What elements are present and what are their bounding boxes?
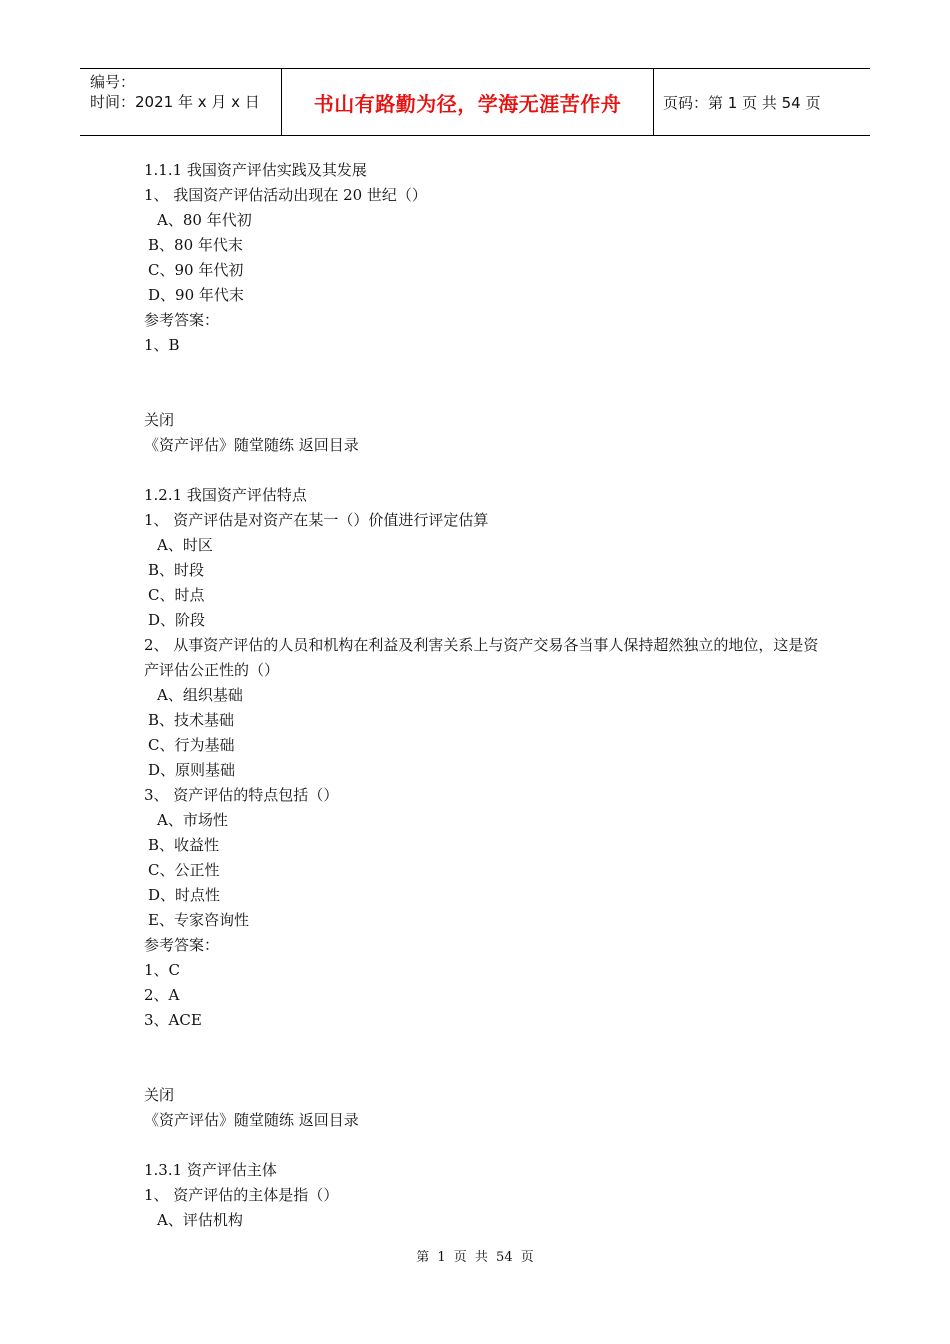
spacer [144,458,824,483]
question-text: 2、 从事资产评估的人员和机构在利益及利害关系上与资产交易各当事人保持超然独立的地位，这是资产评估公正性的（） [144,636,819,679]
answer-option: B、80 年代末 [148,236,243,254]
answer-option: C、公正性 [148,861,220,879]
answer-option: C、行为基础 [148,736,235,754]
motto: 书山有路勤为径，学海无涯苦作舟 [313,91,622,116]
answer-label: 参考答案： [144,311,220,329]
answer-option: B、时段 [148,561,205,579]
answer-option: C、时点 [148,586,205,604]
header-page-info-cell [654,69,870,135]
answer-option: D、阶段 [148,611,206,629]
spacer [144,383,824,408]
return-to-contents-link[interactable]: 《资产评估》随堂随练 返回目录 [144,1111,359,1129]
answer-option: B、收益性 [148,836,220,854]
spacer [144,1133,824,1158]
section-heading: 1.3.1 资产评估主体 [144,1161,277,1179]
header-motto-cell [281,69,654,135]
return-to-contents-link[interactable]: 《资产评估》随堂随练 返回目录 [144,436,359,454]
answer-option: A、市场性 [157,811,228,829]
close-link[interactable]: 关闭 [144,1086,175,1104]
section-heading: 1.1.1 我国资产评估实践及其发展 [144,161,367,179]
answer-key: 1、C [144,961,181,979]
answer-key: 3、ACE [144,1011,202,1029]
answer-option: D、时点性 [148,886,221,904]
answer-option: C、90 年代初 [148,261,244,279]
question-text: 1、 我国资产评估活动出现在 20 世纪（） [144,186,427,204]
header-meta [80,69,281,135]
page-footer: 第 1 页 共 54 页 [416,1250,534,1265]
page-header [80,68,870,136]
time-label: 时间：2021 年 x 月 x 日 [90,93,260,111]
answer-option: B、技术基础 [148,711,235,729]
answer-option: A、组织基础 [157,686,243,704]
answer-option: A、评估机构 [157,1211,243,1229]
answer-option: A、80 年代初 [157,211,252,229]
answer-option: D、原则基础 [148,761,236,779]
answer-option: D、90 年代末 [148,286,244,304]
answer-label: 参考答案： [144,936,220,954]
spacer [144,1033,824,1058]
answer-option: A、时区 [157,536,213,554]
close-link[interactable]: 关闭 [144,411,175,429]
question-text: 3、 资产评估的特点包括（） [144,786,339,804]
section-heading: 1.2.1 我国资产评估特点 [144,486,307,504]
answer-key: 1、B [144,336,180,354]
answer-option: E、专家咨询性 [148,911,249,929]
number-label: 编号： [90,73,136,91]
question-text: 1、 资产评估是对资产在某一（）价值进行评定估算 [144,511,489,529]
document-body [144,158,824,1233]
page-info: 页码：第 1 页 共 54 页 [663,93,821,112]
spacer [144,358,824,383]
question-text: 1、 资产评估的主体是指（） [144,1186,339,1204]
answer-key: 2、A [144,986,180,1004]
spacer [144,1058,824,1083]
